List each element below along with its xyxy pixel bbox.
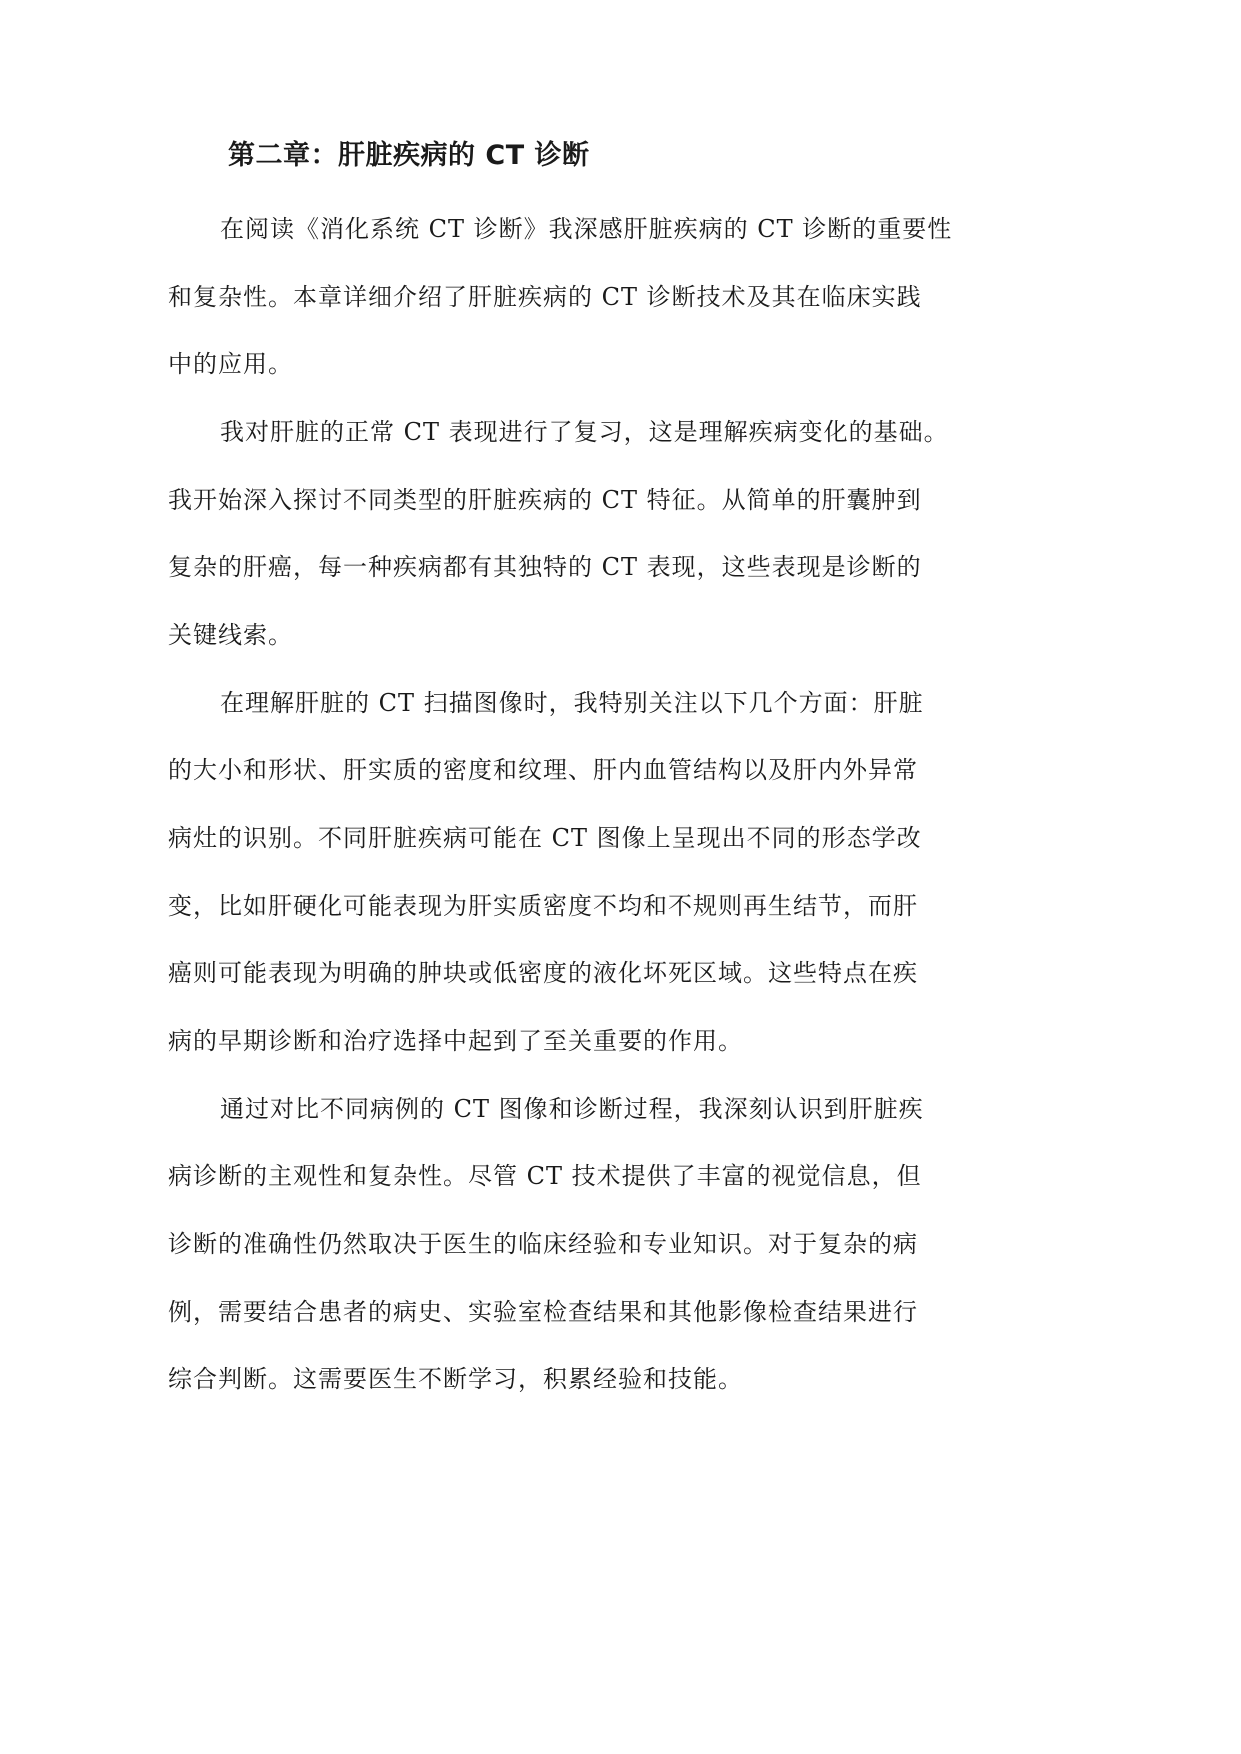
paragraph-3-line-3: 病灶的识别。不同肝脏疾病可能在 CT 图像上呈现出不同的形态学改 bbox=[168, 824, 922, 852]
paragraph-2-line-2: 我开始深入探讨不同类型的肝脏疾病的 CT 特征。从简单的肝囊肿到 bbox=[168, 486, 922, 514]
paragraph-3-line-6: 病的早期诊断和治疗选择中起到了至关重要的作用。 bbox=[168, 1027, 743, 1055]
paragraph-1-line-1: 在阅读《消化系统 CT 诊断》我深感肝脏疾病的 CT 诊断的重要性 bbox=[220, 215, 953, 243]
paragraph-2-line-4: 关键线索。 bbox=[168, 621, 293, 649]
paragraph-4-line-3: 诊断的准确性仍然取决于医生的临床经验和专业知识。对于复杂的病 bbox=[168, 1230, 918, 1258]
paragraph-3-line-5: 癌则可能表现为明确的肿块或低密度的液化坏死区域。这些特点在疾 bbox=[168, 959, 918, 987]
paragraph-4-line-5: 综合判断。这需要医生不断学习，积累经验和技能。 bbox=[168, 1365, 743, 1393]
chapter-title: 第二章：肝脏疾病的 CT 诊断 bbox=[228, 140, 590, 171]
paragraph-4-line-1: 通过对比不同病例的 CT 图像和诊断过程，我深刻认识到肝脏疾 bbox=[220, 1095, 924, 1123]
paragraph-3-line-1: 在理解肝脏的 CT 扫描图像时，我特别关注以下几个方面：肝脏 bbox=[220, 689, 924, 717]
paragraph-3-line-4: 变，比如肝硬化可能表现为肝实质密度不均和不规则再生结节，而肝 bbox=[168, 892, 918, 920]
paragraph-3-line-2: 的大小和形状、肝实质的密度和纹理、肝内血管结构以及肝内外异常 bbox=[168, 756, 918, 784]
paragraph-2-line-3: 复杂的肝癌，每一种疾病都有其独特的 CT 表现，这些表现是诊断的 bbox=[168, 553, 922, 581]
paragraph-1-line-2: 和复杂性。本章详细介绍了肝脏疾病的 CT 诊断技术及其在临床实践 bbox=[168, 283, 922, 311]
paragraph-1-line-3: 中的应用。 bbox=[168, 350, 293, 378]
paragraph-2-line-1: 我对肝脏的正常 CT 表现进行了复习，这是理解疾病变化的基础。 bbox=[220, 418, 949, 446]
paragraph-4-line-2: 病诊断的主观性和复杂性。尽管 CT 技术提供了丰富的视觉信息，但 bbox=[168, 1162, 922, 1190]
paragraph-4-line-4: 例，需要结合患者的病史、实验室检查结果和其他影像检查结果进行 bbox=[168, 1298, 918, 1326]
